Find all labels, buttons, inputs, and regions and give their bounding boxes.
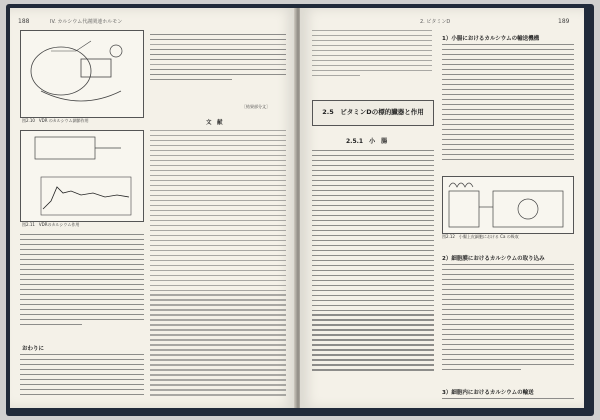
- right-page-last-lines: [442, 398, 574, 406]
- summary-tag: ［結果部分文］: [242, 104, 270, 109]
- left-page-number: 188: [18, 18, 30, 25]
- right-page-column-right-bottom: [442, 264, 574, 386]
- closing-section-heading: おわりに: [22, 346, 45, 352]
- right-page-column-right-top: [442, 44, 574, 172]
- intracellular-heading: 3）細胞内におけるカルシウムの輸送: [442, 390, 534, 396]
- figure-bottom-caption: 図2.11 VDRのカルシウム作用: [22, 222, 80, 227]
- left-page: [10, 8, 296, 408]
- right-page-column-left: [312, 150, 434, 402]
- figure-top-caption: 図2.10 VDR のカルシウム調節作用: [22, 118, 89, 123]
- right-page-number: 189: [558, 18, 570, 25]
- closing-section-text: [20, 354, 144, 404]
- section-title: 2.5 ビタミンDの標的臓器と作用: [322, 108, 424, 116]
- references-heading: 文 献: [206, 120, 223, 126]
- transport-heading: 1）小腸におけるカルシウムの輸送機構: [442, 36, 540, 42]
- cell-diagram-drawing: [443, 177, 573, 233]
- references-list: [150, 130, 286, 402]
- right-running-head: 2. ビタミンD: [420, 19, 451, 25]
- right-figure-caption: 図2.12 小腸上皮細胞における Ca の吸収: [442, 234, 519, 239]
- right-references-continued: [312, 30, 432, 94]
- diagram-drawing: [21, 31, 143, 117]
- figure-vdr-diagram: [20, 30, 144, 118]
- left-running-head: IV. カルシウム代謝関連ホルモン: [50, 19, 123, 25]
- left-page-column-left: [20, 234, 144, 340]
- figure-intestinal-cell: [442, 176, 574, 234]
- subsection-heading: 2.5.1 小 腸: [346, 138, 388, 145]
- figure-vdr-graph: [20, 130, 144, 222]
- left-page-column-right: [150, 34, 286, 104]
- uptake-heading: 2）細胞膜におけるカルシウムの取り込み: [442, 256, 545, 262]
- section-title-box: [312, 100, 434, 126]
- graph-drawing: [21, 131, 143, 221]
- right-page: [300, 8, 584, 408]
